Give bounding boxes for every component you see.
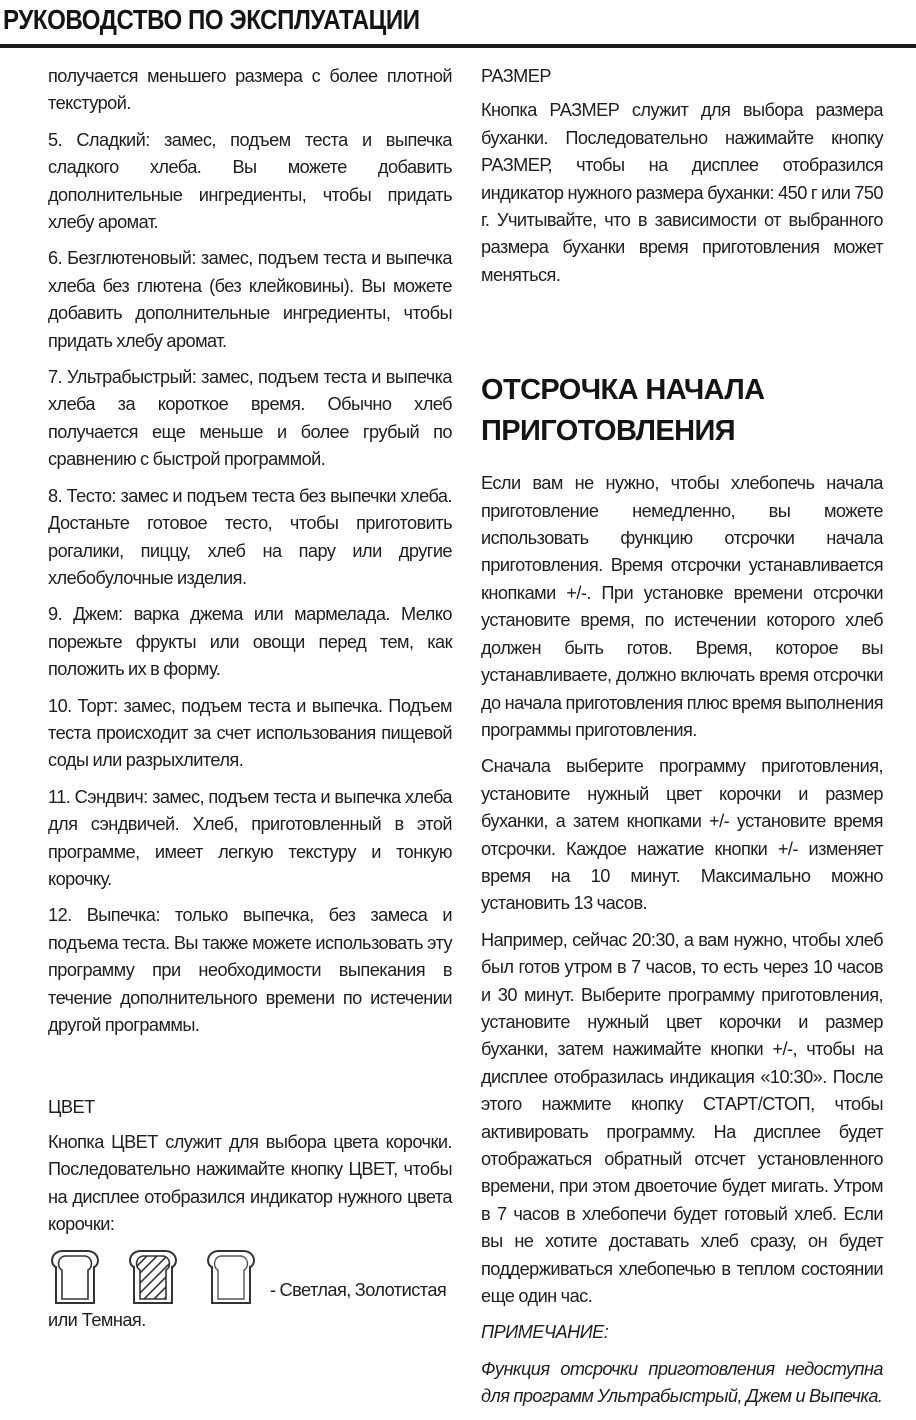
left-column xyxy=(48,63,452,1335)
program-continuation: получается меньшего размера с более плотной текстурой. xyxy=(48,66,452,114)
program-9-jam: 9. Джем: варка джема или мармелада. Мелко порежьте фрукты или овощи перед тем, как положить их в форму. xyxy=(48,604,452,680)
toast-golden-icon xyxy=(126,1247,180,1305)
header-rule xyxy=(0,44,916,48)
delay-example: Например, сейчас 20:30, а вам нужно, чтобы хлеб был готов утром в 7 часов, то есть через 10 часов и 30 минут. Выберите программу приготовления, установите нужный цвет корочки и размер буханки, затем нажимайте кнопки +/-, чтобы на дисплее отобразилась индикация «10:30». После этого нажмите кнопку СТАРТ/СТОП, чтобы активировать программу. На дисплее будет отображаться обратный отсчет установленного времени, при этом двоеточие будет мигать. Утром в 7 часов в хлебопечи будет готовый хлеб. Если вы не хотите доставать хлеб сразу, он будет поддерживаться хлебопечью в теплом состоянии еще один час. xyxy=(481,929,883,1307)
color-description: Кнопка ЦВЕТ служит для выбора цвета корочки. Последовательно нажимайте кнопку ЦВЕТ, чтобы на дисплее отобразился индикатор нужного цвета корочки: xyxy=(48,1131,452,1235)
program-8-dough: 8. Тесто: замес и подъем теста без выпечки хлеба. Достаньте готовое тесто, чтобы приготовить рогалики, пиццу, хлеб на пару или другие хлебобулочные изделия. xyxy=(48,485,452,588)
page-header-title: РУКОВОДСТВО ПО ЭКСПЛУАТАЦИИ xyxy=(3,4,420,35)
program-7-ultrafast: 7. Ультрабыстрый: замес, подъем теста и выпечка хлеба за короткое время. Обычно хлеб получается еще меньше и более грубый по сравнению с быстрой программой. xyxy=(48,367,452,470)
program-11-sandwich: 11. Сэндвич: замес, подъем теста и выпечка хлеба для сэндвичей. Хлеб, приготовленный в этой программе, имеет легкую текстуру и тонкую корочку. xyxy=(48,786,452,889)
delay-steps: Сначала выберите программу приготовления, установите нужный цвет корочки и размер буханки, а затем кнопками +/- установите время отсрочки. Каждое нажатие кнопки +/- изменяет время на 10 минут. Максимально можно установить 13 часов. xyxy=(481,756,883,914)
delay-start-title: ОТСРОЧКА НАЧАЛА ПРИГОТОВЛЕНИЯ xyxy=(481,374,765,448)
delay-intro: Если вам не нужно, чтобы хлебопечь начала приготовление немедленно, вы можете использовать функцию отсрочки начала приготовления. Время отсрочки устанавливается кнопками +/-. При установке времени отсрочки установите время, по истечении которого хлеб должен быть готов. Время, которое вы устанавливаете, должно включать время отсрочки до начала приготовления плюс время выполнения программы приготовления. xyxy=(481,473,883,740)
color-heading: ЦВЕТ xyxy=(48,1097,95,1118)
program-5-sweet: 5. Сладкий: замес, подъем теста и выпечка сладкого хлеба. Вы можете добавить дополнительные ингредиенты, чтобы придать хлебу аромат. xyxy=(48,129,452,233)
spacer xyxy=(48,1048,452,1094)
note-text: Функция отсрочки приготовления недоступна для программ Ультрабыстрый, Джем и Выпечка. xyxy=(481,1358,883,1407)
crust-color-icons xyxy=(48,1247,452,1305)
size-heading: РАЗМЕР xyxy=(481,66,551,86)
program-12-bake: 12. Выпечка: только выпечка, без замеса и подъема теста. Вы также можете использовать эту программу при необходимости выпекания в течение дополнительного времени по истечении другой программы. xyxy=(48,905,452,1035)
note-label: ПРИМЕЧАНИЕ: xyxy=(481,1322,609,1343)
program-10-cake: 10. Торт: замес, подъем теста и выпечка. Подъем теста происходит за счет использования пищевой соды или разрыхлителя. xyxy=(48,695,452,771)
spacer xyxy=(481,298,883,370)
program-6-gluten-free: 6. Безглютеновый: замес, подъем теста и выпечка хлеба без глютена (без клейковины). Вы можете добавить дополнительные ингредиенты, чтобы придать хлебу аромат. xyxy=(48,248,452,351)
toast-light-icon xyxy=(48,1247,102,1305)
right-column xyxy=(481,63,883,1420)
crust-color-caption-2: или Темная. xyxy=(48,1310,146,1331)
crust-color-caption: - Светлая, Золотистая xyxy=(270,1280,447,1301)
size-description: Кнопка РАЗМЕР служит для выбора размера буханки. Последовательно нажимайте кнопку РАЗМЕР, чтобы на дисплее отобразился индикатор нужного размера буханки: 450 г или 750 г. Учитывайте, что в зависимости от выбранного размера буханки время приготовления может меняться. xyxy=(481,100,883,285)
toast-dark-icon xyxy=(204,1247,258,1305)
